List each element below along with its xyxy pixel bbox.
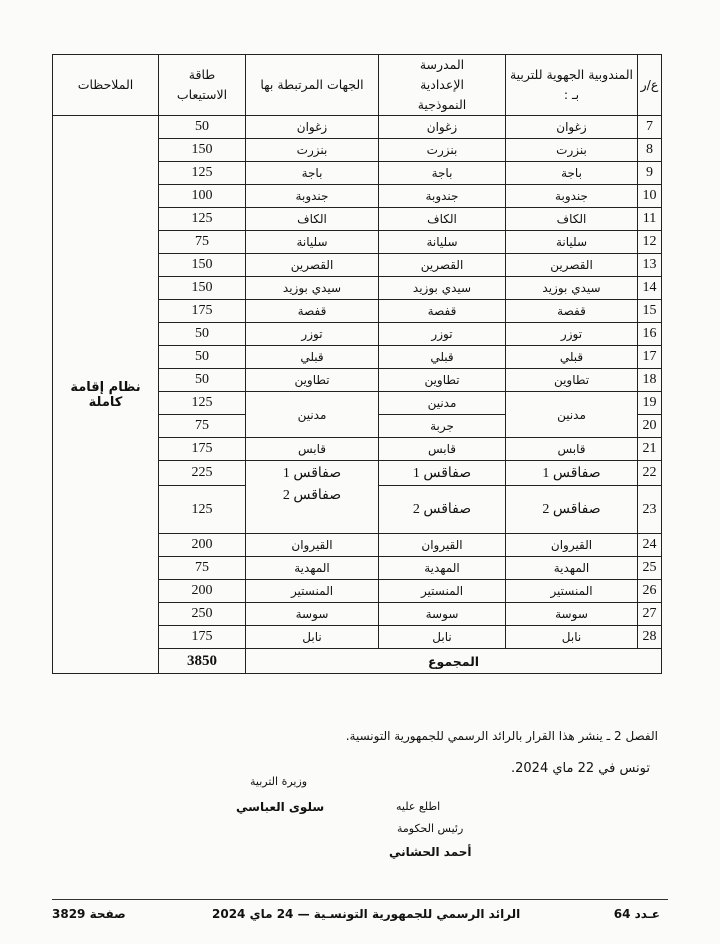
capacity-cell: 50: [159, 346, 246, 369]
areas-cell: سليانة: [246, 231, 379, 254]
row-number: 21: [638, 438, 662, 461]
capacity-cell: 125: [159, 392, 246, 415]
areas-cell: صفاقس 1 صفاقس 2: [246, 461, 379, 534]
row-number: 13: [638, 254, 662, 277]
school-cell: المهدية: [379, 557, 506, 580]
school-cell: زغوان: [379, 116, 506, 139]
school-cell: نابل: [379, 626, 506, 649]
footer-page: صفحة 3829: [52, 907, 126, 921]
table-row: [53, 116, 662, 139]
article-text: الفصل 2 ـ ينشر هذا القرار بالرائد الرسمي للجمهورية التونسية.: [345, 729, 658, 743]
commissariat-cell: المهدية: [506, 557, 638, 580]
school-cell: صفاقس 1: [379, 461, 506, 486]
commissariat-cell: بنزرت: [506, 139, 638, 162]
commissariat-cell: مدنين: [506, 392, 638, 438]
row-number: 18: [638, 369, 662, 392]
header-number: ع/ر: [638, 55, 662, 116]
commissariat-cell: قفصة: [506, 300, 638, 323]
school-cell: مدنين: [379, 392, 506, 415]
school-cell: جندوبة: [379, 185, 506, 208]
areas-cell: بنزرت: [246, 139, 379, 162]
row-number: 17: [638, 346, 662, 369]
capacity-cell: 100: [159, 185, 246, 208]
capacity-cell: 200: [159, 534, 246, 557]
areas-cell: المنستير: [246, 580, 379, 603]
row-number: 11: [638, 208, 662, 231]
capacity-cell: 175: [159, 626, 246, 649]
row-number: 10: [638, 185, 662, 208]
row-number: 25: [638, 557, 662, 580]
school-cell: تطاوين: [379, 369, 506, 392]
commissariat-cell: نابل: [506, 626, 638, 649]
areas-cell: قفصة: [246, 300, 379, 323]
capacity-cell: 150: [159, 139, 246, 162]
school-cell: قابس: [379, 438, 506, 461]
areas-cell: جندوبة: [246, 185, 379, 208]
row-number: 26: [638, 580, 662, 603]
areas-cell: توزر: [246, 323, 379, 346]
areas-cell: قابس: [246, 438, 379, 461]
pm-title: رئيس الحكومة: [397, 822, 464, 835]
areas-cell: باجة: [246, 162, 379, 185]
notes-cell: نظام إقامة كاملة: [53, 116, 159, 674]
row-number: 24: [638, 534, 662, 557]
row-number: 8: [638, 139, 662, 162]
row-number: 20: [638, 415, 662, 438]
commissariat-cell: توزر: [506, 323, 638, 346]
school-cell: المنستير: [379, 580, 506, 603]
minister-name: سلوى العباسي: [236, 800, 325, 814]
row-number: 9: [638, 162, 662, 185]
capacity-cell: 200: [159, 580, 246, 603]
row-number: 22: [638, 461, 662, 486]
header-areas: الجهات المرتبطة بها: [246, 55, 379, 116]
row-number: 15: [638, 300, 662, 323]
footer-issue: عـدد 64: [613, 907, 660, 921]
date-line: تونس في 22 ماي 2024.: [511, 761, 650, 776]
areas-cell: مدنين: [246, 392, 379, 438]
row-number: 19: [638, 392, 662, 415]
areas-cell: المهدية: [246, 557, 379, 580]
row-number: 12: [638, 231, 662, 254]
school-cell: سوسة: [379, 603, 506, 626]
capacity-cell: 175: [159, 300, 246, 323]
areas-cell: الكاف: [246, 208, 379, 231]
row-number: 23: [638, 486, 662, 534]
row-number: 27: [638, 603, 662, 626]
areas-cell: نابل: [246, 626, 379, 649]
minister-title: وزيرة التربية: [250, 775, 308, 788]
commissariat-cell: جندوبة: [506, 185, 638, 208]
school-cell: سليانة: [379, 231, 506, 254]
total-label: المجموع: [246, 649, 662, 674]
commissariat-cell: قبلي: [506, 346, 638, 369]
school-cell: قفصة: [379, 300, 506, 323]
areas-cell: سوسة: [246, 603, 379, 626]
school-cell: باجة: [379, 162, 506, 185]
total-value: 3850: [159, 649, 246, 674]
school-cell: الكاف: [379, 208, 506, 231]
header-school: المدرسة الإعدادية النموذجية: [379, 55, 506, 116]
school-cell: بنزرت: [379, 139, 506, 162]
capacity-cell: 150: [159, 277, 246, 300]
footer-journal: الرائد الرسمي للجمهورية التونسـية — 24 ماي 2024: [212, 907, 521, 921]
commissariat-cell: باجة: [506, 162, 638, 185]
capacity-cell: 125: [159, 208, 246, 231]
capacity-cell: 75: [159, 231, 246, 254]
commissariat-cell: الكاف: [506, 208, 638, 231]
footer-rule: [52, 899, 668, 900]
capacity-cell: 50: [159, 323, 246, 346]
header-notes: الملاحظات: [53, 55, 159, 116]
capacity-cell: 50: [159, 116, 246, 139]
capacity-cell: 50: [159, 369, 246, 392]
seen-by: اطلع عليه: [396, 800, 441, 813]
commissariat-cell: صفاقس 2: [506, 486, 638, 534]
commissariat-cell: صفاقس 1: [506, 461, 638, 486]
school-cell: صفاقس 2: [379, 486, 506, 534]
school-cell: توزر: [379, 323, 506, 346]
commissariat-cell: قابس: [506, 438, 638, 461]
commissariat-cell: المنستير: [506, 580, 638, 603]
areas-cell: زغوان: [246, 116, 379, 139]
capacity-cell: 250: [159, 603, 246, 626]
header-capacity: طاقة الاستيعاب: [159, 55, 246, 116]
school-cell: القيروان: [379, 534, 506, 557]
capacity-cell: 75: [159, 557, 246, 580]
school-cell: جربة: [379, 415, 506, 438]
pm-name: أحمد الحشاني: [389, 845, 472, 859]
school-cell: قبلي: [379, 346, 506, 369]
capacity-cell: 150: [159, 254, 246, 277]
areas-cell: القصرين: [246, 254, 379, 277]
commissariat-cell: القصرين: [506, 254, 638, 277]
row-number: 16: [638, 323, 662, 346]
commissariat-cell: تطاوين: [506, 369, 638, 392]
row-number: 7: [638, 116, 662, 139]
row-number: 14: [638, 277, 662, 300]
school-cell: سيدي بوزيد: [379, 277, 506, 300]
areas-cell: قبلي: [246, 346, 379, 369]
areas-cell: سيدي بوزيد: [246, 277, 379, 300]
commissariat-cell: زغوان: [506, 116, 638, 139]
commissariat-cell: سليانة: [506, 231, 638, 254]
areas-cell: القيروان: [246, 534, 379, 557]
capacity-cell: 125: [159, 162, 246, 185]
header-commissariat: المندوبية الجهوية للتربية بـ :: [506, 55, 638, 116]
capacity-cell: 175: [159, 438, 246, 461]
row-number: 28: [638, 626, 662, 649]
commissariat-cell: القيروان: [506, 534, 638, 557]
school-cell: القصرين: [379, 254, 506, 277]
capacity-cell: 225: [159, 461, 246, 486]
commissariat-cell: سيدي بوزيد: [506, 277, 638, 300]
areas-cell: تطاوين: [246, 369, 379, 392]
capacity-cell: 125: [159, 486, 246, 534]
schools-table: [52, 54, 662, 674]
capacity-cell: 75: [159, 415, 246, 438]
commissariat-cell: سوسة: [506, 603, 638, 626]
